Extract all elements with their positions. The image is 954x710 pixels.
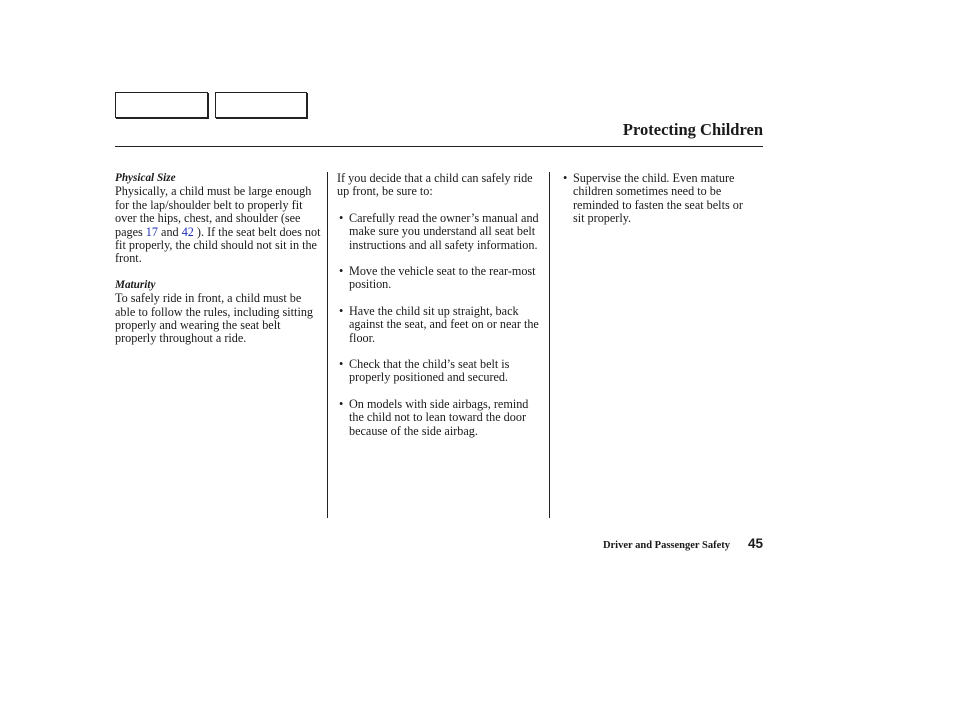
physical-size-text-2: and [157, 224, 182, 239]
bullet-icon: • [339, 303, 344, 318]
nav-next-button[interactable] [215, 92, 307, 118]
bullet-text: On models with side airbags, remind the child not to lean toward the door because of the side airbag. [349, 396, 529, 438]
bullet-text: Carefully read the owner’s manual and make sure you understand all seat belt instructions and all safety information. [349, 210, 539, 252]
list-item [337, 265, 543, 292]
physical-size-text-3: ). If the seat belt does not fit properly, the child should not sit in the front. [115, 224, 321, 266]
column-1 [115, 172, 321, 346]
bullet-text: Have the child sit up straight, back against the seat, and feet on or near the floor. [349, 303, 539, 345]
page-link-42[interactable]: 42 [181, 224, 194, 239]
header-rule [115, 146, 763, 147]
nav-prev-button[interactable] [115, 92, 208, 118]
list-item [337, 398, 543, 438]
physical-size-text-1: Physically, a child must be large enough for the lap/shoulder belt to properly fit over the hips, chest, and shoulder (see pages [115, 184, 312, 239]
list-item [561, 172, 757, 226]
page-title: Protecting Children [622, 120, 763, 139]
maturity-heading: Maturity [115, 278, 156, 291]
bullet-icon: • [339, 210, 344, 225]
footer-section-label: Driver and Passenger Safety [602, 540, 730, 551]
column-2 [337, 172, 543, 438]
bullet-icon: • [339, 396, 344, 411]
physical-size-heading: Physical Size [115, 172, 176, 184]
column-divider-2 [549, 172, 550, 518]
page-link-17[interactable]: 17 [145, 224, 158, 239]
maturity-paragraph: To safely ride in front, a child must be able to follow the rules, including sitting properly and wearing the seat belt properly throughout a ride. [115, 291, 314, 346]
list-item [337, 305, 543, 345]
bullet-text: Move the vehicle seat to the rear-most position. [349, 264, 536, 292]
column-divider-1 [327, 172, 328, 518]
list-item [337, 212, 543, 252]
page-number: 45 [747, 536, 763, 551]
bullet-text: Check that the child’s seat belt is properly positioned and secured. [349, 357, 510, 385]
bullet-icon: • [339, 357, 344, 372]
bullet-text: Supervise the child. Even mature children sometimes need to be reminded to fasten the seat belts or sit properly. [573, 171, 743, 226]
bullet-icon: • [339, 264, 344, 279]
intro-paragraph: If you decide that a child can safely ride up front, be sure to: [337, 171, 533, 199]
column-3 [561, 172, 757, 226]
bullet-icon: • [563, 171, 568, 185]
list-item [337, 358, 543, 385]
physical-size-paragraph [115, 185, 321, 265]
